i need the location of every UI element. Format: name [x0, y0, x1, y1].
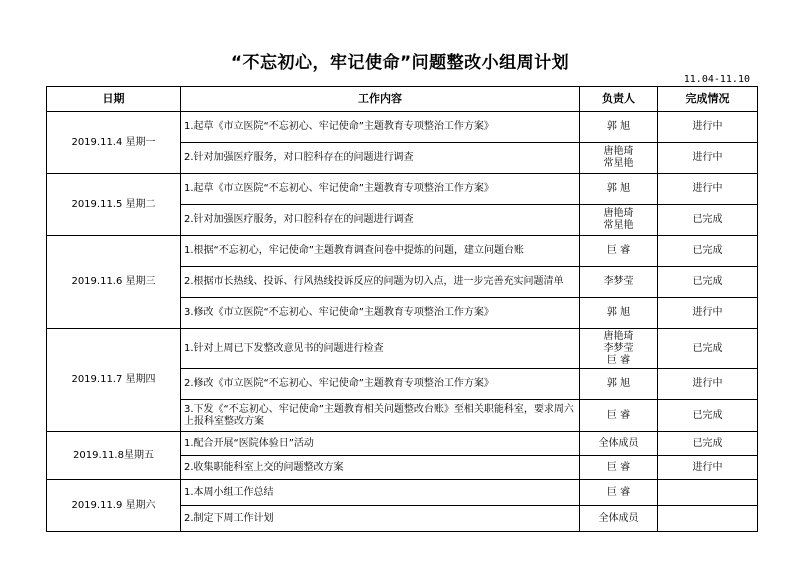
work-cell: 1.针对上周已下发整改意见书的问题进行检查 — [181, 329, 580, 369]
date-cell: 2019.11.8星期五 — [47, 432, 181, 480]
header-person: 负责人 — [580, 87, 658, 112]
person-cell: 郭 旭 — [580, 174, 658, 205]
person-cell: 全体成员 — [580, 506, 658, 532]
work-cell: 2.收集职能科室上交的问题整改方案 — [181, 456, 580, 480]
table-row — [47, 236, 758, 267]
work-cell: 2.制定下周工作计划 — [181, 506, 580, 532]
work-cell: 1.起草《市立医院“不忘初心、牢记使命”主题教育专项整治工作方案》 — [181, 174, 580, 205]
work-cell: 1.本周小组工作总结 — [181, 480, 580, 506]
person-cell: 郭 旭 — [580, 298, 658, 329]
status-cell — [658, 506, 758, 532]
status-cell: 已完成 — [658, 432, 758, 456]
date-cell: 2019.11.6 星期三 — [47, 236, 181, 329]
work-cell: 2.根据市长热线、投诉、行风热线投诉反应的问题为切入点，进一步完善充实问题清单 — [181, 267, 580, 298]
date-cell: 2019.11.5 星期二 — [47, 174, 181, 236]
table-row — [47, 432, 758, 456]
date-cell: 2019.11.7 星期四 — [47, 329, 181, 432]
work-cell: 2.针对加强医疗服务，对口腔科存在的问题进行调查 — [181, 143, 580, 174]
page-title: “不忘初心，牢记使命”问题整改小组周计划 — [230, 53, 570, 73]
person-cell: 唐艳琦 常星艳 — [580, 143, 658, 174]
status-cell: 已完成 — [658, 205, 758, 236]
header-status: 完成情况 — [658, 87, 758, 112]
table-header-row — [47, 87, 758, 112]
header-work: 工作内容 — [181, 87, 580, 112]
status-cell: 进行中 — [658, 456, 758, 480]
person-cell: 巨 睿 — [580, 400, 658, 432]
work-cell: 1.配合开展“医院体验日”活动 — [181, 432, 580, 456]
person-cell: 巨 睿 — [580, 456, 658, 480]
person-cell: 唐艳琦 李梦莹 巨 睿 — [580, 329, 658, 369]
work-cell: 3.修改《市立医院“不忘初心、牢记使命”主题教育专项整治工作方案》 — [181, 298, 580, 329]
status-cell: 进行中 — [658, 369, 758, 400]
status-cell: 已完成 — [658, 329, 758, 369]
table-row — [47, 174, 758, 205]
person-cell: 巨 睿 — [580, 236, 658, 267]
person-cell: 李梦莹 — [580, 267, 658, 298]
date-cell: 2019.11.9 星期六 — [47, 480, 181, 532]
work-cell: 1.根据“不忘初心，牢记使命”主题教育调查问卷中提炼的问题，建立问题台账 — [181, 236, 580, 267]
header-date: 日期 — [47, 87, 181, 112]
table-row — [47, 480, 758, 506]
person-cell: 全体成员 — [580, 432, 658, 456]
status-cell: 已完成 — [658, 400, 758, 432]
person-cell: 唐艳琦 常星艳 — [580, 205, 658, 236]
status-cell: 进行中 — [658, 174, 758, 205]
work-cell: 2.修改《市立医院“不忘初心、牢记使命”主题教育专项整治工作方案》 — [181, 369, 580, 400]
person-cell: 巨 睿 — [580, 480, 658, 506]
table-row — [47, 112, 758, 143]
status-cell — [658, 480, 758, 506]
status-cell: 已完成 — [658, 236, 758, 267]
date-cell: 2019.11.4 星期一 — [47, 112, 181, 174]
status-cell: 进行中 — [658, 298, 758, 329]
work-cell: 2.针对加强医疗服务，对口腔科存在的问题进行调查 — [181, 205, 580, 236]
weekly-plan-table — [46, 86, 758, 532]
work-cell: 3.下发《“不忘初心、牢记使命”主题教育相关问题整改台账》至相关职能科室，要求周六上报科室整改方案 — [181, 400, 580, 432]
status-cell: 进行中 — [658, 112, 758, 143]
date-range: 11.04-11.10 — [683, 74, 750, 85]
status-cell: 进行中 — [658, 143, 758, 174]
work-cell: 1.起草《市立医院“不忘初心、牢记使命”主题教育专项整治工作方案》 — [181, 112, 580, 143]
person-cell: 郭 旭 — [580, 369, 658, 400]
person-cell: 郭 旭 — [580, 112, 658, 143]
table-row — [47, 329, 758, 369]
status-cell: 已完成 — [658, 267, 758, 298]
